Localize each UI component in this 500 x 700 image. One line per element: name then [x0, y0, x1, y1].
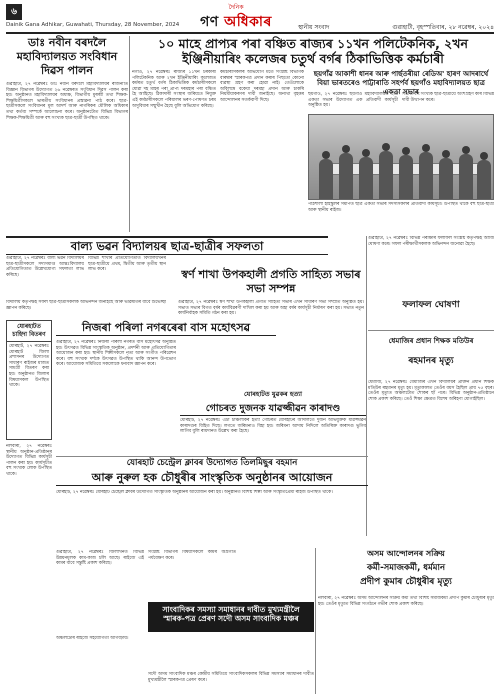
assam-headline-line2: কৰ্মী-সমাজকৰ্মী, ধৰ্মমান [366, 563, 446, 573]
column-divider [315, 548, 316, 694]
photo-caption: পাঠশালা হাইস্কুলৰ সমীপত ছাত্ৰ একতা সভাৰ সদস্যসকলৰ প্ৰতিবাদী কাৰ্যসূচী। উপস্থিত থাকে বহু ছাত্ৰ-ছাত্ৰী আৰু স্থানীয় ৰাইজ। [308, 202, 494, 213]
jorhat-body: যোৰহাট, ২৭ নৱেম্বৰঃ যোৰহাট চেন্ট্ৰেল ক্লাবৰ উদ্যোগত সাংস্কৃতিক অনুষ্ঠানৰ আয়োজন কৰা হয়। অনুষ্ঠানত বিশিষ্ট শিল্পী আৰু সংস্কৃতিপ্ৰেমী ৰাইজ উপস্থিত থাকে। [56, 490, 333, 495]
photo-person [419, 152, 433, 199]
photo-head [462, 146, 470, 154]
section-label: স্থানীয় সংবাদ [298, 24, 330, 31]
swarna-headline: স্বৰ্ণ শাখা উপকহালী প্ৰগতি সাহিত্য সভাৰ সভা সম্পন্ন [181, 268, 361, 295]
photo-head [480, 152, 488, 160]
nijas-body: গুৱাহাটী, ২৭ নৱেম্বৰঃ নিজৰা পৰিলা নগৰত বাস মহোৎসৱ অনুষ্ঠিত হয়। উৎসৱত বিভিন্ন সাংস্কৃতিক অনুষ্ঠান, প্ৰদৰ্শনী আৰু প্ৰতিযোগিতাৰ আয়োজন কৰা হয়। স্থানীয় শিল্পীসকলে নৃত্য আৰু সংগীত পৰিৱেশন কৰে। বহু সংখ্যক দৰ্শকে উৎসৱত উপস্থিত থাকি আনন্দ উপভোগ কৰে। আয়োজক সমিতিয়ে সকলোকে ধন্যবাদ জ্ঞাপন কৰে। [56, 340, 176, 368]
swarna-body: গুৱাহাটী, ২৭ নৱেম্বৰঃ স্বৰ্ণ শাখা উপকহালী প্ৰগতি সাহিত্য সভাৰ এখন সাধাৰণ সভা সম্প্ৰতি অনুষ্ঠিত হয়। সভাত সভাৰ বিগত বৰ্ষৰ কাৰ্যবিৱৰণী দাখিল কৰা হয় আৰু অহা বৰ্ষৰ কাৰ্যসূচী নিৰ্ধাৰণ কৰা হয়। সভাত নতুন কাৰ্যনিৰ্বাহক সমিতি গঠন কৰা হয়। [178, 300, 364, 317]
assam-headline-line3: প্ৰদীপ কুমাৰ চৌধুৰীৰ মৃত্যু [360, 577, 452, 587]
masthead-small: দৈনিক [228, 4, 244, 11]
main-story [132, 70, 494, 230]
sangbad-body: সদৌ অসম সাংবাদিক মঞ্চৰ কেন্দ্ৰীয় সমিতিয়ে সাংবাদিকসকলৰ বিভিন্ন সমস্যাৰ সমাধানৰ দাবীত মুখ্যমন্ত্ৰীলৈ স্মাৰকপত্ৰ প্ৰেৰণ কৰে। [148, 672, 314, 683]
main-story-col-1: নগাঁও, ২৭ নৱেম্বৰঃ ৰাজ্যৰ ১১খন চৰকাৰী পলিটেকনিক আৰু ২খন ইঞ্জিনীয়াৰিং কলেজত কৰ্মৰত চতুৰ্থ বৰ্গৰ ঠিকাভিত্তিক কৰ্মচাৰীসকলে যোৱা দহ মাহৰ পৰা প্ৰাপ্য দৰমহাৰ পৰা বঞ্চিত হৈ আহিছে। ঠিকাদাৰী সংস্থাৰ জৰিয়তে নিযুক্ত এই কৰ্মচাৰীসকলে পৰিয়ালৰ ভৰণ-পোষণত চৰম অসুবিধাৰ সন্মুখীন হৈছে বুলি অভিযোগ কৰিছে। [132, 70, 216, 109]
english-dateline: Dainik Gana Adhikar, Guwahati, Thursday, 28 November, 2024 [6, 22, 180, 28]
photo-head [322, 151, 330, 159]
photo-person [379, 151, 393, 199]
protest-col-b: সভাত বহু সংখ্যক ছাত্ৰ-ছাত্ৰীয়ে অংশগ্ৰহণ কৰি বিভিন্ন দাবী উত্থাপন কৰে। [402, 92, 494, 103]
sangbad-headline: সাংবাদিকৰ সমস্যা সমাধানৰ দাবীত মুখ্যমন্ত্ৰীলৈ স্মাৰক-পত্ৰ প্ৰেৰণ সদৌ অসম সাংবাদিক মঞ্চৰ [148, 602, 314, 632]
photo-person [339, 153, 353, 199]
page-number: ৬ [6, 4, 22, 20]
page-header [6, 4, 494, 34]
bottom-col-2: সংশ্লিষ্ট বিভাগৰ বিষয়াসকলে কামৰ অগ্ৰগতি পৰ্যবেক্ষণ কৰে। [148, 550, 236, 561]
balya-col-3: বিদ্যালয় কৰ্তৃপক্ষই সফল ছাত্ৰ-ছাত্ৰীসকলক অভিনন্দন জনাইছে আৰু ভৱিষ্যতৰ বাবে শুভেচ্ছা জ্ঞাপন কৰিছে। [6, 300, 166, 311]
photo-person [439, 158, 453, 199]
balya-col-2: বিভিন্ন শাখাৰ প্ৰতিযোগিতাত বিদ্যালয়খনৰ ছাত্ৰ-ছাত্ৰীয়ে প্ৰথম, দ্বিতীয় আৰু তৃতীয় স্থান লাভ কৰে। [88, 256, 166, 273]
photo-head [402, 147, 410, 155]
section-divider [368, 330, 494, 331]
jorhat-box [6, 320, 52, 440]
assam-headline-line1: অসম আন্দোলনৰ সক্ৰিয় [367, 549, 445, 558]
jorhat-headline-line2: আৰু নুৰুল হক চৌধুৰীৰ সাংস্কৃতিক অনুষ্ঠানৰ আয়োজন [56, 470, 368, 486]
gochot-headline: গোচৰত দুজনক যাৱজ্জীৱন কাৰাদণ্ড [180, 402, 366, 416]
gochot-kicker: যোৰহাটত যুৱকৰ হত্যা [244, 390, 302, 398]
photo-head [422, 144, 430, 152]
gochot-body: যোৰহাট, ২৭ নৱেম্বৰঃ এটা চাঞ্চল্যকৰ হত্যা গোচৰত যোৰহাটৰ আদালতে দুজন অভিযুক্তক যাৱজ্জীৱন কাৰাদণ্ডৰ বিহিত দিছে। লগতে জৰিমনাও বিহা হয়। জৰিমনা আদায় নিদিলে অতিৰিক্ত কাৰাদণ্ড ভুগিব লাগিব বুলি ৰায়দানত উল্লেখ কৰা হৈছে। [180, 418, 366, 435]
nabin-headline: ডাঃ নবীন বৰদলৈ মহাবিদ্যালয়ত সংবিধান দিৱস পালন [16, 36, 118, 77]
photo-head [342, 145, 350, 153]
photo-head [362, 149, 370, 157]
protest-headline: ছয়গাঁৱ আকাশী ধানৰ আৰু পাৰ্ছতৰীয়া ৰেডিঅ' হাৰণ আদৰাৰ্থে বিয়া ভাৰতৰেও পাট্টাৰাতি সহৰ্পৰ্ব ছয়গাঁও মহাবিদ্যালয়ত ছাত্ৰ একতা সভাৰ [313, 70, 489, 96]
photo-person [459, 154, 473, 199]
phalaphal-headline: ফলাফল ঘোষণা [402, 300, 460, 310]
balya-col-1: গুৱাহাটী, ২৭ নৱেম্বৰঃ বাল্য ভৱন বিদ্যালয়ৰ ছাত্ৰ-ছাত্ৰীসকলে সদ্যসমাপ্ত আন্তঃবিদ্যালয় প্ৰতিযোগিতাত উল্লেখযোগ্য সফলতা লাভ কৰিছে। [6, 256, 84, 278]
jorhat-box-title: যোৰহাটত চাহিদা বিতৰণ [7, 321, 51, 342]
jorhat-headline-line1: যোৰহাট চেন্ট্ৰেল ক্লাবৰ উদ্যোগত তিলমিছুৰ বহমান [126, 458, 298, 468]
photo-person [477, 160, 491, 199]
photo-head [382, 143, 390, 151]
masthead-title [200, 14, 272, 30]
phalaphal-intro: গুৱাহাটী, ২৭ নৱেম্বৰঃ বিভিন্ন পৰীক্ষাৰ ফলাফল সংশ্লিষ্ট কৰ্তৃপক্ষই আজি ঘোষণা কৰে। সফল পৰীক্ষাৰ্থীসকলক অভিনন্দন জনোৱা হৈছে। [368, 236, 494, 247]
photo-person [359, 157, 373, 199]
bottom-col-3: অঞ্চলটোৰ ৰাইজে সহযোগিতা আগবঢ়ায়। [56, 636, 129, 641]
pradhan-body: ধেমাজি, ২৭ নৱেম্বৰঃ ধেমাজিৰ এখন বিদ্যালয়ৰ প্ৰাক্তন প্ৰধান শিক্ষক মতিউৰ ৰহমানৰ মৃত্যু হয়। মৃত্যুকালত তেওঁৰ বয়স হৈছিল প্ৰায় ৭৫ বছৰ। তেওঁৰ মৃত্যুত অঞ্চলটোত শোকৰ ছাঁ পৰে। বিভিন্ন অনুষ্ঠান-প্ৰতিষ্ঠানে শোক প্ৰকাশ কৰিছে। তেওঁ শিক্ষা ক্ষেত্ৰত বিশেষ অৰিহণা যোগাইছিল। [368, 380, 494, 402]
photo-head [442, 150, 450, 158]
balya-headline: বাল্য ভৱন বিদ্যালয়ৰ ছাত্ৰ-ছাত্ৰীৰ সফলতা [6, 236, 328, 255]
main-headline: ১০ মাহে প্ৰাপ্যৰ পৰা বঞ্চিত ৰাজ্যৰ ১১খন পলিটেকনিক, ২খন ইঞ্জিনীয়াৰিং কলেজৰ চতুৰ্থ বৰ্গৰ ঠিকাভিত্তিক কৰ্মচাৰী [158, 36, 468, 66]
main-story-col-2: কৰ্মচাৰীসকলৰ অভিযোগ মতে সংশ্লিষ্ট বিভাগক বাৰম্বাৰ স্মাৰকপত্ৰ প্ৰদান কৰাৰ পিছতো কোনো ব্যৱস্থা গ্ৰহণ কৰা হোৱা নাই। তেওঁলোকে অবিলম্বে বকেয়া দৰমহা প্ৰদান আৰু চাকৰি নিয়মীয়াকৰণৰ দাবী জনাইছে। অন্যথা বৃহত্তৰ আন্দোলনৰ সতৰ্কবাণী দিছে। [220, 70, 304, 103]
protest-photo [308, 114, 494, 200]
jorhat-box-body: যোৰহাট, ২৭ নৱেম্বৰঃ যোৰহাট জিলা প্ৰশাসনৰ উদ্যোগত সাধাৰণ ৰাইজৰ মাজত সামগ্ৰী বিতৰণ কৰা হয়। অনুষ্ঠানত জিলাৰ বিষয়াসকল উপস্থিত থাকে। [9, 344, 49, 389]
photo-person [319, 159, 333, 199]
nabin-body: গুৱাহাটী, ২৭ নৱেম্বৰঃ ডাঃ নবীন বৰদলৈ মহাবিদ্যালয়ৰ ৰাজনীতি বিজ্ঞান বিভাগৰ উদ্যোগত ২৬ নৱেম্বৰত সংবিধান দিৱস পালন কৰা হয়। অনুষ্ঠানত মহাবিদ্যালয়ৰ অধ্যক্ষ, বিভাগীয় মুৰব্বী তথা শিক্ষক-শিক্ষয়িত্ৰীসকলে ভাৰতীয় সংবিধানৰ প্ৰস্তাৱনা পাঠ কৰে। ছাত্ৰ-ছাত্ৰীসকলে সংবিধানৰ মূল আদৰ্শ আৰু নাগৰিকৰ মৌলিক অধিকাৰ তথা কৰ্তব্য সম্পৰ্কে আলোচনা কৰে। অনুষ্ঠানটোত বিভিন্ন বিভাগৰ শিক্ষক-শিক্ষয়িত্ৰী আৰু বহু সংখ্যক ছাত্ৰ-ছাত্ৰী উপস্থিত থাকে। [6, 82, 128, 121]
left-low-body: নলবাৰী, ২৭ নৱেম্বৰঃ স্থানীয় অনুষ্ঠান-প্ৰতিষ্ঠানৰ উদ্যোগত বিভিন্ন কাৰ্যসূচী পালন কৰা হয়। কাৰ্যসূচীত বহু সংখ্যক লোক উপস্থিত থাকে। [6, 444, 52, 477]
nijas-headline: নিজৰা পৰিলা নগৰৰেৰা বাস মহোৎসৱ [56, 320, 276, 336]
pradhan-kicker: ধেমাজিৰ প্ৰধান শিক্ষক মতিউৰ [388, 337, 474, 345]
bottom-col-1: গুৱাহাটী, ২৭ নৱেম্বৰঃ জিলাখনত বিভিন্ন উন্নয়নমূলক কাম-কাজ চলি আছে। ৰাইজে এই কামৰ বাবে সন্তুষ্টি প্ৰকাশ কৰিছে। [56, 550, 144, 567]
masthead-right: অধিকাৰ [224, 14, 272, 30]
protest-col-a: ছয়গাঁও, ২৭ নৱেম্বৰঃ ছয়গাঁও মহাবিদ্যালয়ত ছাত্ৰ একতা সভাৰ উদ্যোগত এক প্ৰতিবাদী কাৰ্যসূচী অনুষ্ঠিত হয়। [308, 92, 398, 109]
column-divider [129, 36, 130, 232]
photo-person [399, 155, 413, 199]
section-divider [56, 456, 368, 457]
masthead-left: গণ [200, 14, 219, 30]
pradhan-headline: ৰহমানৰ মৃত্যু [408, 356, 454, 366]
assamese-dateline: গুৱাহাটী, বৃহস্পতিবাৰ, ২৮ নৱেম্বৰ, ২০২৪ [392, 24, 494, 31]
assam-body: নলবাৰী, ২৭ নৱেম্বৰঃ অসম আন্দোলনৰ সক্ৰিয় কৰ্মী তথা বিশিষ্ট সমাজকৰ্মী প্ৰদীপ কুমাৰ চৌধুৰীৰ মৃত্যু হয়। তেওঁৰ মৃত্যুত বিভিন্ন সংগঠনে গভীৰ শোক প্ৰকাশ কৰিছে। [318, 596, 494, 607]
masthead [176, 4, 296, 30]
